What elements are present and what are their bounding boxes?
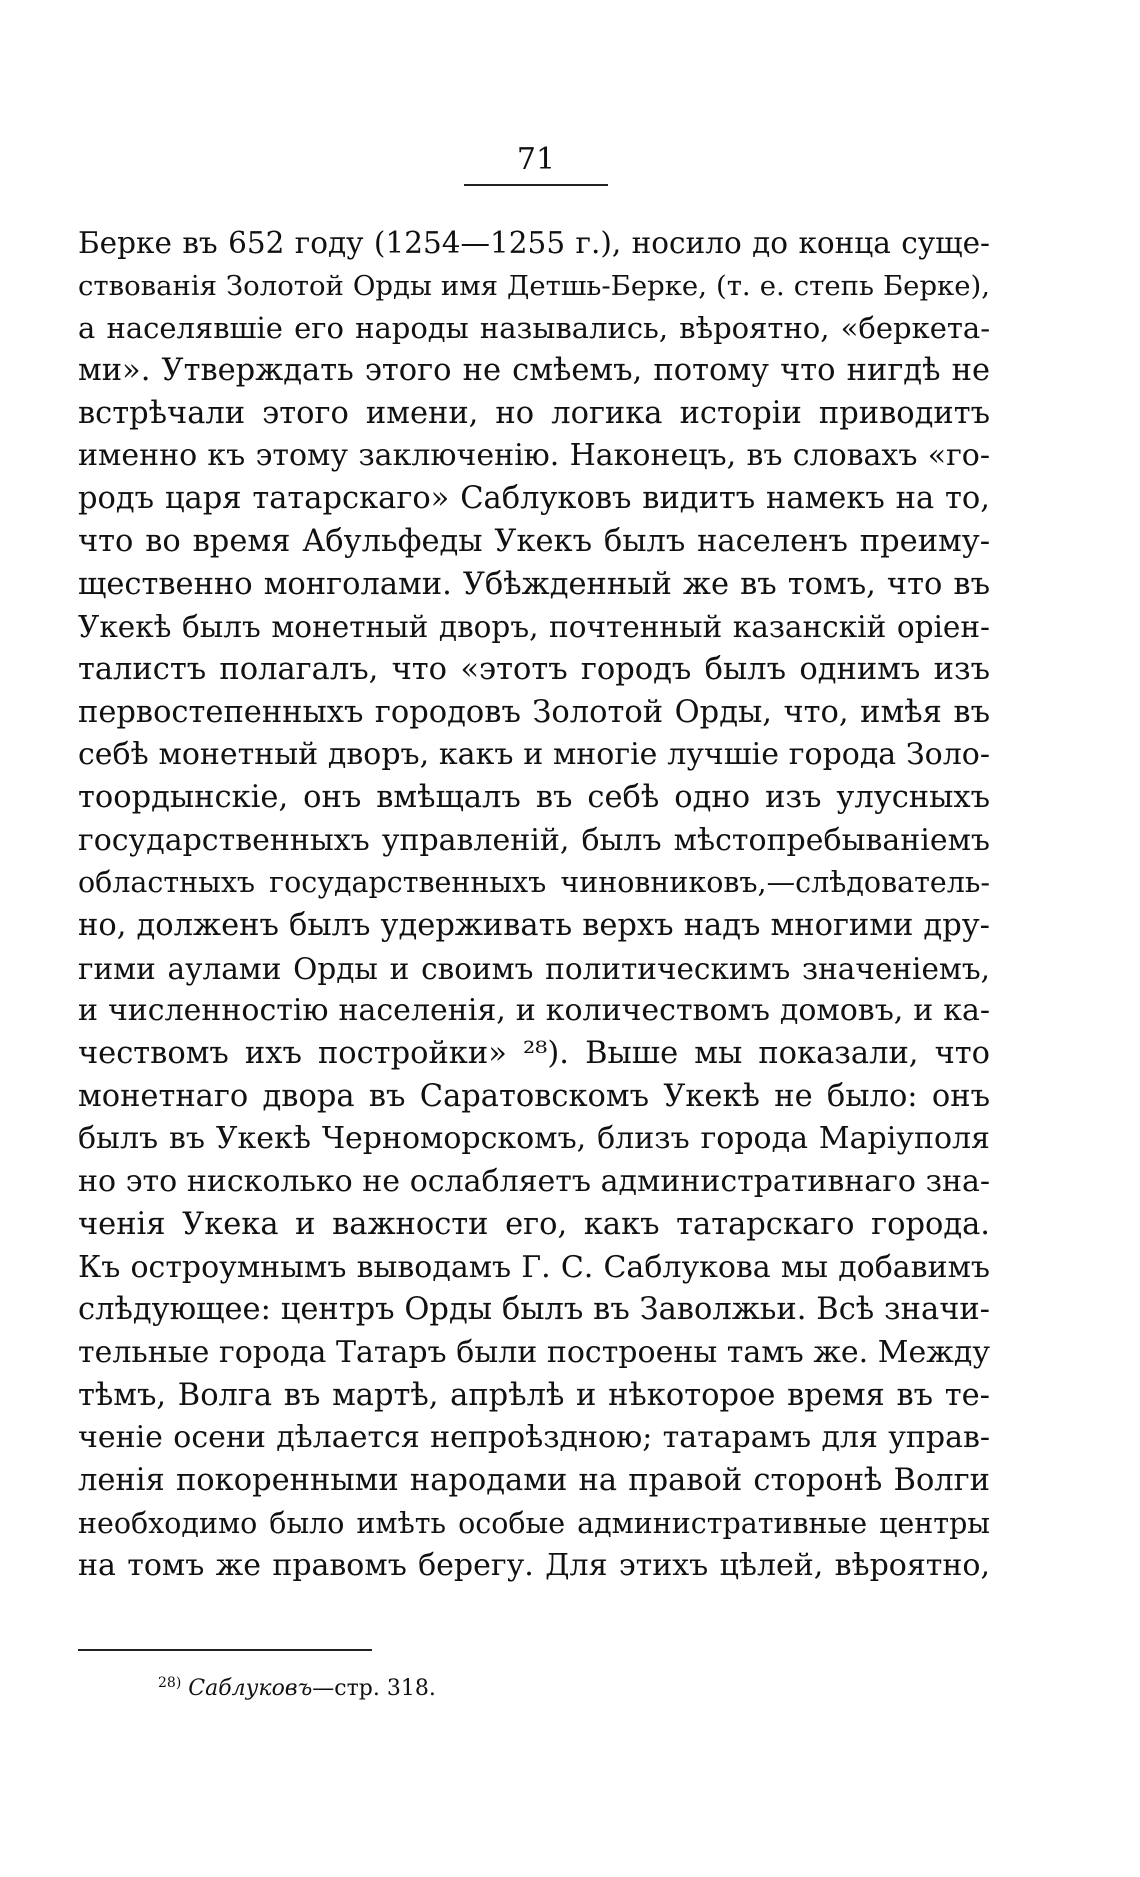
text-line: Берке въ 652 году (1254—1255 г.), носило до конца суще- bbox=[78, 226, 990, 260]
footnote bbox=[158, 1668, 436, 1704]
text-line: на томъ же правомъ берегу. Для этихъ цѣлей, вѣроятно, bbox=[78, 1548, 990, 1584]
text-line: ми». Утверждать этого не смѣемъ, потому что нигдѣ не bbox=[78, 353, 990, 389]
body-text bbox=[78, 222, 990, 1588]
text-line: себѣ монетный дворъ, какъ и многіе лучшіе города Золо- bbox=[78, 737, 990, 773]
text-line: Укекѣ былъ монетный дворъ, почтенный казанскій оріен- bbox=[78, 610, 990, 645]
text-line: встрѣчали этого имени, но логика исторіи приводитъ bbox=[78, 395, 990, 431]
text-line: монетнаго двора въ Саратовскомъ Укекѣ не было: онъ bbox=[78, 1078, 990, 1114]
text-line: тельные города Татаръ были построены тамъ же. Между bbox=[78, 1334, 990, 1370]
text-line: былъ въ Укекѣ Черноморскомъ, близъ города Маріуполя bbox=[78, 1121, 990, 1157]
text-line: областныхъ государственныхъ чиновниковъ,—слѣдователь- bbox=[78, 866, 990, 900]
text-line: щественно монголами. Убѣжденный же въ томъ, что въ bbox=[78, 566, 990, 602]
text-line: государственныхъ управленій, былъ мѣстопребываніемъ bbox=[78, 822, 990, 858]
text-line: ленія покоренными народами на правой сторонѣ Волги bbox=[78, 1462, 990, 1498]
text-line: чествомъ ихъ постройки» ²⁸). Выше мы показали, что bbox=[78, 1036, 990, 1072]
page-number: 71 bbox=[516, 142, 556, 177]
text-line: что во время Абульфеды Укекъ былъ населенъ преиму- bbox=[78, 523, 990, 559]
text-line: тѣмъ, Волга въ мартѣ, апрѣлѣ и нѣкоторое время въ те- bbox=[78, 1377, 990, 1413]
text-line: но это нисколько не ослабляетъ административнаго зна- bbox=[78, 1164, 990, 1200]
text-line: гими аулами Орды и своимъ политическимъ значеніемъ, bbox=[78, 951, 990, 986]
text-line: ченіе осени дѣлается непроѣздною; татарамъ для управ- bbox=[78, 1420, 990, 1456]
text-line: ченія Укека и важности его, какъ татарскаго города. bbox=[78, 1206, 990, 1242]
footnote-reference: —стр. 318. bbox=[312, 1676, 436, 1701]
text-line: необходимо было имѣть особые административные центры bbox=[78, 1506, 990, 1540]
text-line: первостепенныхъ городовъ Золотой Орды, что, имѣя въ bbox=[78, 694, 990, 730]
text-line: и численностію населенія, и количествомъ домовъ, и ка- bbox=[78, 993, 990, 1029]
text-line: талистъ полагалъ, что «этотъ городъ былъ однимъ изъ bbox=[78, 651, 990, 687]
text-line: именно къ этому заключенію. Наконецъ, въ словахъ «го- bbox=[78, 438, 990, 474]
page-number-rule bbox=[464, 184, 608, 186]
text-line: Къ остроумнымъ выводамъ Г. С. Саблукова мы добавимъ bbox=[78, 1249, 990, 1285]
footnote-rule bbox=[78, 1649, 372, 1651]
text-line: ствованія Золотой Орды имя Детшь-Берке, (т. е. степь Берке), bbox=[78, 269, 990, 302]
footnote-author: Саблуковъ bbox=[188, 1676, 313, 1701]
text-line: но, долженъ былъ удерживать верхъ надъ многими дру- bbox=[78, 908, 990, 943]
text-line: родъ царя татарскаго» Саблуковъ видитъ намекъ на то, bbox=[78, 481, 990, 517]
text-line: тоордынскіе, онъ вмѣщалъ въ себѣ одно изъ улусныхъ bbox=[78, 779, 990, 815]
text-line: а населявшіе его народы назывались, вѣроятно, «беркета- bbox=[78, 311, 990, 346]
text-line: слѣдующее: центръ Орды былъ въ Заволжьи. Всѣ значи- bbox=[78, 1292, 990, 1328]
footnote-mark: 28) bbox=[158, 1675, 182, 1691]
